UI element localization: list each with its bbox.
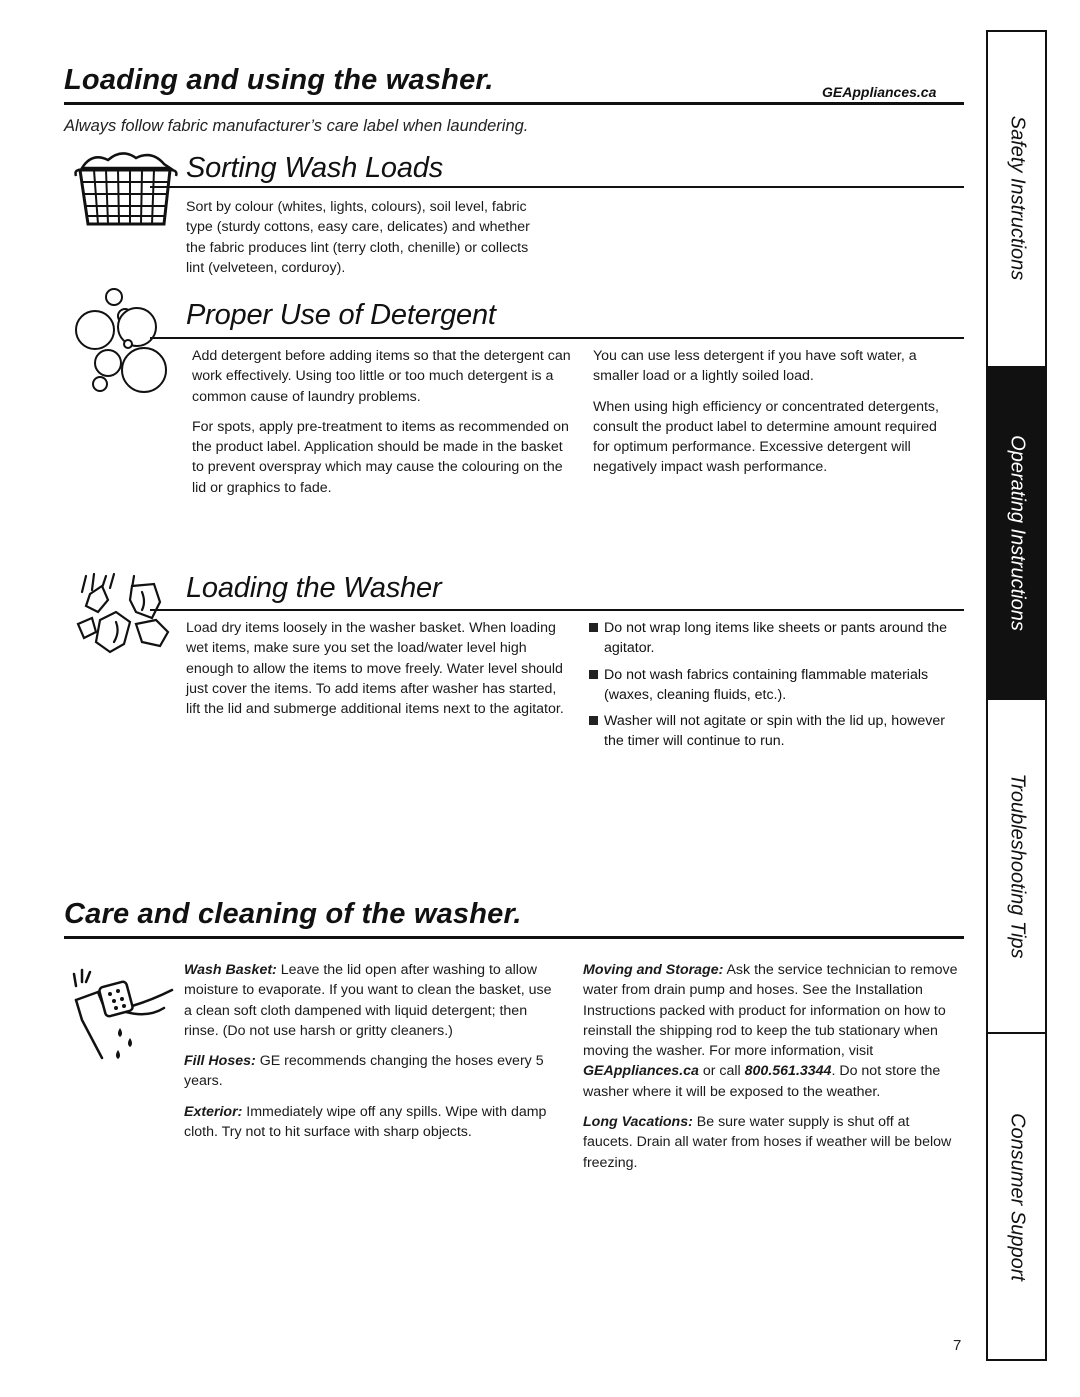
- page-number: 7: [953, 1337, 962, 1354]
- exterior-paragraph: [184, 1102, 554, 1143]
- exterior-label: Exterior:: [184, 1103, 243, 1120]
- tab-troubleshooting-tips[interactable]: [988, 700, 1045, 1032]
- care-right-column: [583, 960, 958, 1173]
- fill-hoses-paragraph: [184, 1051, 554, 1092]
- cleaning-icon: [68, 966, 178, 1070]
- moving-text: . Do not store the washer where it will be exposed to the weather.: [583, 1063, 941, 1100]
- exterior-text: Immediately wipe off any spills. Wipe with damp cloth. Try not to hit surface with sharp objects.: [184, 1103, 547, 1141]
- detergent-heading: Proper Use of Detergent: [186, 299, 496, 331]
- loading-bullet-list: [589, 618, 954, 758]
- moving-site-link[interactable]: GEAppliances.ca: [583, 1063, 699, 1080]
- tab-label: Safety Instructions: [1006, 115, 1028, 281]
- bullet-text: Washer will not agitate or spin with the lid up, however the timer will continue to run.: [604, 713, 945, 750]
- wash-basket-text: Leave the lid open after washing to allow moisture to evaporate. If you want to clean the basket, use a clean soft cloth dampened with liquid detergent; then rinse. (Do not use harsh or gritty cleaners.): [184, 962, 552, 1039]
- loading-rule: [150, 609, 964, 611]
- tab-label: Consumer Support: [1006, 1112, 1028, 1281]
- subtitle: Always follow fabric manufacturer’s care label when laundering.: [64, 117, 529, 135]
- detergent-rule: [150, 337, 964, 339]
- fill-hoses-label: Fill Hoses:: [184, 1053, 256, 1070]
- site-link[interactable]: GEAppliances.ca: [822, 84, 937, 100]
- wash-basket-paragraph: [184, 960, 554, 1041]
- detergent-paragraph: Add detergent before adding items so that the detergent can work effectively. Using too little or too much detergent is a common cause of laundry problems.: [192, 348, 571, 405]
- bullet-text: Do not wash fabrics containing flammable materials (waxes, cleaning fluids, etc.).: [604, 666, 929, 703]
- phone-number: 800.561.3344: [744, 1063, 832, 1080]
- vacations-paragraph: [583, 1112, 958, 1173]
- fill-hoses-text: GE recommends changing the hoses every 5 years.: [184, 1053, 544, 1090]
- sorting-text: Sort by colour (whites, lights, colours), soil level, fabric type (sturdy cottons, easy care, delicates) and whether the fabric produces lint (terry cloth, chenille) or collects lint (velveteen, corduroy).: [186, 199, 530, 276]
- loading-heading: Loading the Washer: [186, 572, 442, 604]
- moving-text: Ask the service technician to remove water from drain pump and hoses. See the Installation Instructions packed with product for information on how to reinstall the shipping rod to keep the tub stationary when moving the washer. For more information, visit: [583, 962, 958, 1060]
- list-item: [589, 618, 954, 659]
- laundry-basket-icon: [74, 146, 182, 232]
- detergent-paragraph: When using high efficiency or concentrated detergents, consult the product label to determine amount required for optimum performance. Excessive detergent will negatively impact wash performance.: [593, 398, 939, 476]
- list-item: [589, 711, 954, 752]
- moving-label: Moving and Storage:: [583, 962, 724, 978]
- detergent-left-column: [192, 346, 577, 498]
- sorting-heading: Sorting Wash Loads: [186, 152, 444, 184]
- tab-label: Operating Instructions: [1006, 435, 1028, 631]
- tab-consumer-support[interactable]: [988, 1034, 1045, 1359]
- detergent-paragraph: For spots, apply pre-treatment to items as recommended on the product label. Application should be made in the basket to prevent overspray which may cause the colouring on the lid or graphics to fade.: [192, 418, 569, 496]
- detergent-right-column: [593, 346, 957, 478]
- bullet-text: Do not wrap long items like sheets or pants around the agitator.: [604, 620, 948, 657]
- tab-operating-instructions[interactable]: [988, 366, 1045, 700]
- moving-paragraph: [583, 960, 958, 1102]
- care-left-column: [184, 960, 554, 1142]
- loading-text: Load dry items loosely in the washer basket. When loading wet items, make sure you set the load/water level high enough to allow the items to move freely. Water level should just cover the items. To add items after washer has started, lift the lid and submerge additional items next to the agitator.: [186, 620, 564, 718]
- side-tab-bar: [986, 30, 1047, 1361]
- tab-label: Troubleshooting Tips: [1006, 773, 1028, 959]
- care-rule: [64, 936, 964, 939]
- list-item: [589, 665, 954, 706]
- clothes-icon: [72, 572, 176, 664]
- page-title: Loading and using the washer.: [64, 64, 494, 96]
- wash-basket-label: Wash Basket:: [184, 962, 277, 978]
- vacations-label: Long Vacations:: [583, 1114, 693, 1131]
- detergent-paragraph: You can use less detergent if you have soft water, a smaller load or a lightly soiled load.: [593, 348, 917, 385]
- title-rule: [64, 102, 964, 105]
- tab-safety-instructions[interactable]: [988, 32, 1045, 364]
- sorting-rule: [150, 186, 964, 188]
- vacations-text: Be sure water supply is shut off at faucets. Drain all water from hoses if weather will be below freezing.: [583, 1114, 952, 1171]
- moving-text: or call: [698, 1063, 745, 1080]
- care-heading: Care and cleaning of the washer.: [64, 898, 522, 930]
- bubbles-icon: [70, 286, 170, 398]
